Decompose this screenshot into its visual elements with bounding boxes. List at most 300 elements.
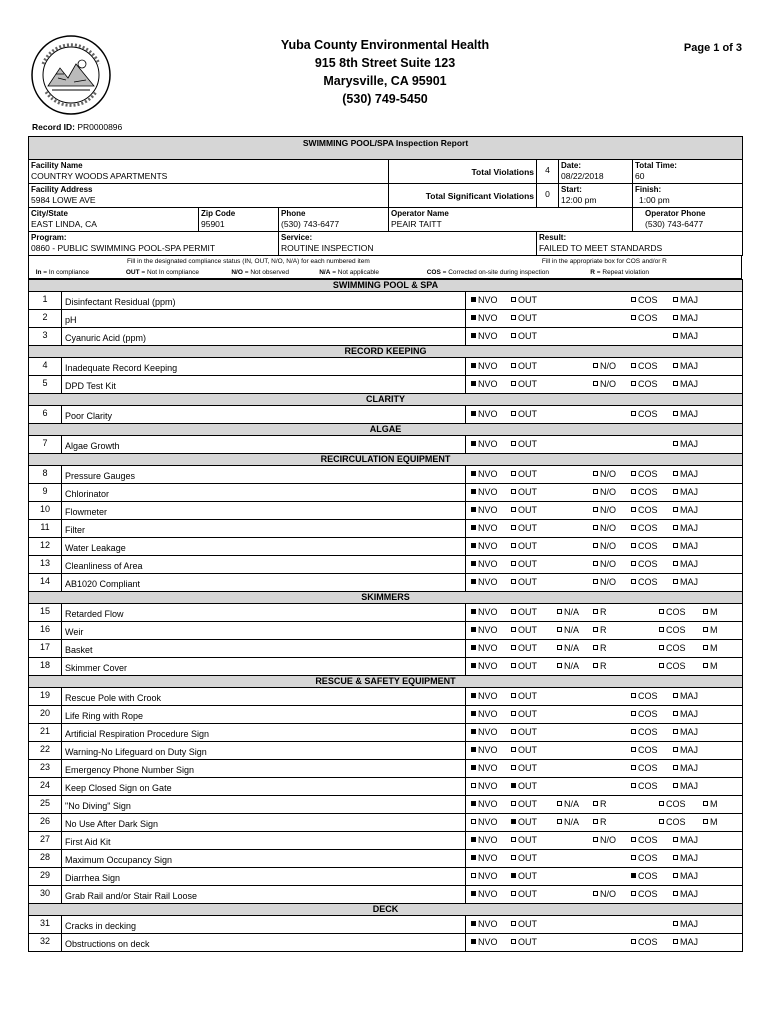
status-out[interactable]: [511, 761, 537, 775]
status-nvo[interactable]: [471, 779, 498, 793]
checkbox-icon[interactable]: [673, 315, 678, 320]
checkbox-icon[interactable]: [471, 693, 476, 698]
checkbox-icon[interactable]: [511, 693, 516, 698]
checkbox-icon[interactable]: [631, 471, 636, 476]
checkbox-icon[interactable]: [703, 801, 708, 806]
checkbox-icon[interactable]: [673, 471, 678, 476]
status-maj[interactable]: [673, 359, 698, 373]
status-nvo[interactable]: [471, 815, 498, 829]
status-maj[interactable]: [673, 485, 698, 499]
status-no[interactable]: [593, 521, 616, 535]
checkbox-icon[interactable]: [631, 855, 636, 860]
status-nvo[interactable]: [471, 707, 498, 721]
checkbox-icon[interactable]: [471, 381, 476, 386]
checkbox-icon[interactable]: [557, 627, 562, 632]
status-nvo[interactable]: [471, 725, 498, 739]
status-out[interactable]: [511, 575, 537, 589]
checkbox-icon[interactable]: [471, 891, 476, 896]
checkbox-icon[interactable]: [471, 579, 476, 584]
checkbox-icon[interactable]: [631, 525, 636, 530]
checkbox-icon[interactable]: [557, 645, 562, 650]
status-cos[interactable]: [631, 293, 658, 307]
status-maj[interactable]: [673, 437, 698, 451]
status-cos[interactable]: [631, 869, 658, 883]
status-maj[interactable]: [673, 935, 698, 949]
checkbox-icon[interactable]: [631, 381, 636, 386]
status-r[interactable]: [593, 623, 607, 637]
checkbox-icon[interactable]: [673, 561, 678, 566]
checkbox-icon[interactable]: [673, 333, 678, 338]
checkbox-icon[interactable]: [511, 783, 516, 788]
checkbox-icon[interactable]: [511, 579, 516, 584]
checkbox-icon[interactable]: [471, 747, 476, 752]
status-out[interactable]: [511, 557, 537, 571]
status-cos[interactable]: [631, 359, 658, 373]
checkbox-icon[interactable]: [471, 645, 476, 650]
status-out[interactable]: [511, 917, 537, 931]
checkbox-icon[interactable]: [631, 507, 636, 512]
checkbox-icon[interactable]: [631, 561, 636, 566]
status-no[interactable]: [593, 359, 616, 373]
checkbox-icon[interactable]: [673, 873, 678, 878]
checkbox-icon[interactable]: [593, 837, 598, 842]
status-r[interactable]: [593, 605, 607, 619]
checkbox-icon[interactable]: [593, 891, 598, 896]
status-maj[interactable]: [673, 521, 698, 535]
checkbox-icon[interactable]: [557, 819, 562, 824]
checkbox-icon[interactable]: [511, 543, 516, 548]
status-no[interactable]: [593, 887, 616, 901]
checkbox-icon[interactable]: [593, 543, 598, 548]
status-nvo[interactable]: [471, 689, 498, 703]
status-nvo[interactable]: [471, 557, 498, 571]
status-cos[interactable]: [631, 467, 658, 481]
checkbox-icon[interactable]: [673, 765, 678, 770]
checkbox-icon[interactable]: [673, 489, 678, 494]
checkbox-icon[interactable]: [471, 627, 476, 632]
status-maj[interactable]: [673, 743, 698, 757]
status-cos[interactable]: [631, 311, 658, 325]
status-no[interactable]: [593, 503, 616, 517]
status-out[interactable]: [511, 605, 537, 619]
status-maj[interactable]: [673, 887, 698, 901]
checkbox-icon[interactable]: [511, 765, 516, 770]
checkbox-icon[interactable]: [659, 645, 664, 650]
checkbox-icon[interactable]: [673, 693, 678, 698]
checkbox-icon[interactable]: [673, 525, 678, 530]
checkbox-icon[interactable]: [673, 507, 678, 512]
status-cos[interactable]: [659, 623, 686, 637]
status-out[interactable]: [511, 689, 537, 703]
checkbox-icon[interactable]: [673, 441, 678, 446]
checkbox-icon[interactable]: [471, 363, 476, 368]
status-maj[interactable]: [673, 917, 698, 931]
checkbox-icon[interactable]: [631, 891, 636, 896]
checkbox-icon[interactable]: [631, 873, 636, 878]
checkbox-icon[interactable]: [511, 411, 516, 416]
checkbox-icon[interactable]: [511, 855, 516, 860]
status-nvo[interactable]: [471, 641, 498, 655]
status-na[interactable]: [557, 605, 579, 619]
status-maj[interactable]: [673, 707, 698, 721]
checkbox-icon[interactable]: [631, 579, 636, 584]
checkbox-icon[interactable]: [703, 663, 708, 668]
status-maj[interactable]: [673, 293, 698, 307]
checkbox-icon[interactable]: [471, 765, 476, 770]
status-nvo[interactable]: [471, 311, 498, 325]
checkbox-icon[interactable]: [673, 297, 678, 302]
checkbox-icon[interactable]: [673, 729, 678, 734]
status-cos[interactable]: [631, 689, 658, 703]
status-nvo[interactable]: [471, 539, 498, 553]
checkbox-icon[interactable]: [511, 891, 516, 896]
checkbox-icon[interactable]: [511, 525, 516, 530]
checkbox-icon[interactable]: [511, 381, 516, 386]
checkbox-icon[interactable]: [659, 801, 664, 806]
checkbox-icon[interactable]: [471, 471, 476, 476]
checkbox-icon[interactable]: [673, 711, 678, 716]
checkbox-icon[interactable]: [659, 819, 664, 824]
status-cos[interactable]: [631, 377, 658, 391]
status-nvo[interactable]: [471, 659, 498, 673]
status-cos[interactable]: [631, 833, 658, 847]
status-maj[interactable]: [673, 761, 698, 775]
checkbox-icon[interactable]: [511, 507, 516, 512]
status-cos[interactable]: [631, 707, 658, 721]
status-out[interactable]: [511, 359, 537, 373]
checkbox-icon[interactable]: [511, 645, 516, 650]
status-nvo[interactable]: [471, 407, 498, 421]
status-out[interactable]: [511, 407, 537, 421]
checkbox-icon[interactable]: [593, 507, 598, 512]
checkbox-icon[interactable]: [511, 921, 516, 926]
checkbox-icon[interactable]: [631, 747, 636, 752]
status-out[interactable]: [511, 851, 537, 865]
checkbox-icon[interactable]: [659, 609, 664, 614]
status-out-label: OUT: [518, 523, 537, 533]
status-na[interactable]: [557, 797, 579, 811]
status-nvo[interactable]: [471, 329, 498, 343]
status-r[interactable]: [593, 815, 607, 829]
checkbox-icon[interactable]: [511, 441, 516, 446]
checkbox-icon[interactable]: [593, 609, 598, 614]
checkbox-icon[interactable]: [593, 645, 598, 650]
checkbox-icon[interactable]: [703, 645, 708, 650]
checkbox-icon[interactable]: [593, 489, 598, 494]
checkbox-icon[interactable]: [471, 525, 476, 530]
checkbox-icon[interactable]: [593, 471, 598, 476]
checkbox-icon[interactable]: [471, 543, 476, 548]
status-cos[interactable]: [631, 485, 658, 499]
status-maj[interactable]: [673, 689, 698, 703]
status-nvo[interactable]: [471, 887, 498, 901]
status-nvo[interactable]: [471, 623, 498, 637]
status-maj[interactable]: [673, 851, 698, 865]
checkbox-icon[interactable]: [511, 333, 516, 338]
checkbox-icon[interactable]: [631, 489, 636, 494]
checkbox-icon[interactable]: [511, 471, 516, 476]
status-no[interactable]: [593, 377, 616, 391]
status-out[interactable]: [511, 743, 537, 757]
checkbox-icon[interactable]: [471, 441, 476, 446]
checkbox-icon[interactable]: [673, 891, 678, 896]
checkbox-icon[interactable]: [557, 609, 562, 614]
status-maj[interactable]: [673, 869, 698, 883]
status-na[interactable]: [557, 815, 579, 829]
status-out[interactable]: [511, 815, 537, 829]
status-out[interactable]: [511, 437, 537, 451]
status-out[interactable]: [511, 797, 537, 811]
checkbox-icon[interactable]: [471, 663, 476, 668]
status-nvo[interactable]: [471, 377, 498, 391]
status-m[interactable]: [703, 641, 718, 655]
checkbox-icon[interactable]: [511, 627, 516, 632]
status-cos[interactable]: [631, 779, 658, 793]
checkbox-icon[interactable]: [511, 819, 516, 824]
checkbox-icon[interactable]: [631, 315, 636, 320]
checkbox-icon[interactable]: [673, 921, 678, 926]
checkbox-icon[interactable]: [511, 873, 516, 878]
status-out[interactable]: [511, 887, 537, 901]
checkbox-icon[interactable]: [471, 507, 476, 512]
checkbox-icon[interactable]: [471, 783, 476, 788]
status-maj[interactable]: [673, 833, 698, 847]
status-m[interactable]: [703, 797, 718, 811]
checkbox-icon[interactable]: [593, 363, 598, 368]
status-out[interactable]: [511, 329, 537, 343]
checkbox-icon[interactable]: [471, 855, 476, 860]
status-nvo[interactable]: [471, 521, 498, 535]
checkbox-icon[interactable]: [471, 801, 476, 806]
checkbox-icon[interactable]: [593, 561, 598, 566]
checkbox-icon[interactable]: [511, 729, 516, 734]
status-nvo[interactable]: [471, 761, 498, 775]
checkbox-icon[interactable]: [631, 939, 636, 944]
checkbox-icon[interactable]: [511, 561, 516, 566]
status-cos[interactable]: [631, 503, 658, 517]
checkbox-icon[interactable]: [471, 837, 476, 842]
checkbox-icon[interactable]: [511, 489, 516, 494]
checkbox-icon[interactable]: [673, 747, 678, 752]
status-out[interactable]: [511, 467, 537, 481]
status-cos[interactable]: [659, 641, 686, 655]
checkbox-icon[interactable]: [631, 729, 636, 734]
status-nvo[interactable]: [471, 359, 498, 373]
status-out[interactable]: [511, 869, 537, 883]
status-maj[interactable]: [673, 467, 698, 481]
status-out[interactable]: [511, 311, 537, 325]
checkbox-icon[interactable]: [471, 873, 476, 878]
status-maj[interactable]: [673, 575, 698, 589]
status-out[interactable]: [511, 623, 537, 637]
status-cos[interactable]: [631, 761, 658, 775]
checkbox-icon[interactable]: [631, 765, 636, 770]
checkbox-icon[interactable]: [471, 315, 476, 320]
checkbox-icon[interactable]: [471, 819, 476, 824]
status-out[interactable]: [511, 503, 537, 517]
status-maj[interactable]: [673, 407, 698, 421]
status-cos[interactable]: [631, 935, 658, 949]
checkbox-icon[interactable]: [673, 855, 678, 860]
checkbox-icon[interactable]: [631, 693, 636, 698]
status-out[interactable]: [511, 377, 537, 391]
status-r[interactable]: [593, 641, 607, 655]
checkbox-icon[interactable]: [593, 819, 598, 824]
status-nvo[interactable]: [471, 485, 498, 499]
status-out[interactable]: [511, 707, 537, 721]
status-out[interactable]: [511, 485, 537, 499]
status-no[interactable]: [593, 575, 616, 589]
status-na[interactable]: [557, 623, 579, 637]
status-r[interactable]: [593, 797, 607, 811]
status-out[interactable]: [511, 521, 537, 535]
checkbox-icon[interactable]: [631, 543, 636, 548]
checkbox-icon[interactable]: [703, 627, 708, 632]
status-cos[interactable]: [659, 605, 686, 619]
checkbox-icon[interactable]: [593, 801, 598, 806]
checkbox-icon[interactable]: [593, 525, 598, 530]
checkbox-icon[interactable]: [631, 711, 636, 716]
checkbox-icon[interactable]: [471, 489, 476, 494]
status-cos[interactable]: [631, 887, 658, 901]
status-maj[interactable]: [673, 779, 698, 793]
checkbox-icon[interactable]: [593, 579, 598, 584]
status-maj[interactable]: [673, 557, 698, 571]
status-nvo[interactable]: [471, 605, 498, 619]
checkbox-icon[interactable]: [631, 837, 636, 842]
status-out[interactable]: [511, 293, 537, 307]
checkbox-icon[interactable]: [511, 711, 516, 716]
status-nvo[interactable]: [471, 935, 498, 949]
status-out[interactable]: [511, 779, 537, 793]
status-no[interactable]: [593, 833, 616, 847]
checkbox-icon[interactable]: [631, 363, 636, 368]
checkbox-icon[interactable]: [593, 381, 598, 386]
status-maj[interactable]: [673, 539, 698, 553]
checkbox-icon[interactable]: [511, 363, 516, 368]
op-phone-label: Operator Phone: [645, 209, 706, 218]
status-out[interactable]: [511, 539, 537, 553]
status-nvo[interactable]: [471, 869, 498, 883]
checkbox-icon[interactable]: [673, 837, 678, 842]
status-cos[interactable]: [659, 659, 686, 673]
status-na[interactable]: [557, 641, 579, 655]
checkbox-icon[interactable]: [673, 381, 678, 386]
status-nvo[interactable]: [471, 797, 498, 811]
status-m[interactable]: [703, 605, 718, 619]
checkbox-icon[interactable]: [471, 333, 476, 338]
status-cos[interactable]: [631, 521, 658, 535]
checkbox-icon[interactable]: [471, 411, 476, 416]
checkbox-icon[interactable]: [631, 297, 636, 302]
checkbox-icon[interactable]: [511, 837, 516, 842]
status-cos[interactable]: [631, 557, 658, 571]
checkbox-icon[interactable]: [471, 921, 476, 926]
checkbox-icon[interactable]: [557, 801, 562, 806]
checkbox-icon[interactable]: [703, 819, 708, 824]
checkbox-icon[interactable]: [593, 627, 598, 632]
status-maj[interactable]: [673, 329, 698, 343]
status-maj[interactable]: [673, 377, 698, 391]
status-cos[interactable]: [659, 797, 686, 811]
checkbox-icon[interactable]: [673, 543, 678, 548]
record-id: [32, 122, 122, 132]
status-nvo[interactable]: [471, 503, 498, 517]
status-m[interactable]: [703, 659, 718, 673]
phone-label: Phone: [281, 209, 306, 218]
status-out[interactable]: [511, 641, 537, 655]
checkbox-icon[interactable]: [471, 729, 476, 734]
checkbox-icon[interactable]: [557, 663, 562, 668]
status-maj[interactable]: [673, 503, 698, 517]
checkbox-icon[interactable]: [593, 663, 598, 668]
status-nvo[interactable]: [471, 833, 498, 847]
status-no[interactable]: [593, 539, 616, 553]
status-cos[interactable]: [631, 743, 658, 757]
checkbox-icon[interactable]: [511, 939, 516, 944]
checkbox-icon[interactable]: [511, 315, 516, 320]
checkbox-icon[interactable]: [511, 297, 516, 302]
status-cos[interactable]: [631, 407, 658, 421]
status-nvo[interactable]: [471, 437, 498, 451]
status-cos[interactable]: [659, 815, 686, 829]
status-cos[interactable]: [631, 539, 658, 553]
status-nvo[interactable]: [471, 575, 498, 589]
status-out[interactable]: [511, 833, 537, 847]
status-cos[interactable]: [631, 575, 658, 589]
checkbox-icon[interactable]: [703, 609, 708, 614]
status-na[interactable]: [557, 659, 579, 673]
checkbox-icon[interactable]: [511, 801, 516, 806]
checkbox-icon[interactable]: [631, 783, 636, 788]
checkbox-icon[interactable]: [659, 627, 664, 632]
checkbox-icon[interactable]: [471, 939, 476, 944]
status-nvo[interactable]: [471, 851, 498, 865]
checkbox-icon[interactable]: [511, 609, 516, 614]
checkbox-icon[interactable]: [673, 579, 678, 584]
status-maj[interactable]: [673, 311, 698, 325]
status-out[interactable]: [511, 659, 537, 673]
status-maj[interactable]: [673, 725, 698, 739]
status-m[interactable]: [703, 623, 718, 637]
status-nvo[interactable]: [471, 917, 498, 931]
checkbox-icon[interactable]: [673, 939, 678, 944]
status-out[interactable]: [511, 725, 537, 739]
checkbox-icon[interactable]: [471, 711, 476, 716]
checkbox-icon[interactable]: [659, 663, 664, 668]
checkbox-icon[interactable]: [471, 297, 476, 302]
status-cos[interactable]: [631, 851, 658, 865]
status-no[interactable]: [593, 557, 616, 571]
checkbox-icon[interactable]: [631, 411, 636, 416]
checkbox-icon[interactable]: [673, 363, 678, 368]
status-cos[interactable]: [631, 725, 658, 739]
status-m[interactable]: [703, 815, 718, 829]
checkbox-icon[interactable]: [673, 411, 678, 416]
checkbox-icon[interactable]: [471, 609, 476, 614]
status-nvo[interactable]: [471, 467, 498, 481]
checkbox-icon[interactable]: [471, 561, 476, 566]
status-r[interactable]: [593, 659, 607, 673]
status-no[interactable]: [593, 467, 616, 481]
status-out[interactable]: [511, 935, 537, 949]
status-nvo[interactable]: [471, 743, 498, 757]
checkbox-icon[interactable]: [511, 663, 516, 668]
status-no[interactable]: [593, 485, 616, 499]
status-nvo[interactable]: [471, 293, 498, 307]
checkbox-icon[interactable]: [511, 747, 516, 752]
checkbox-icon[interactable]: [673, 783, 678, 788]
